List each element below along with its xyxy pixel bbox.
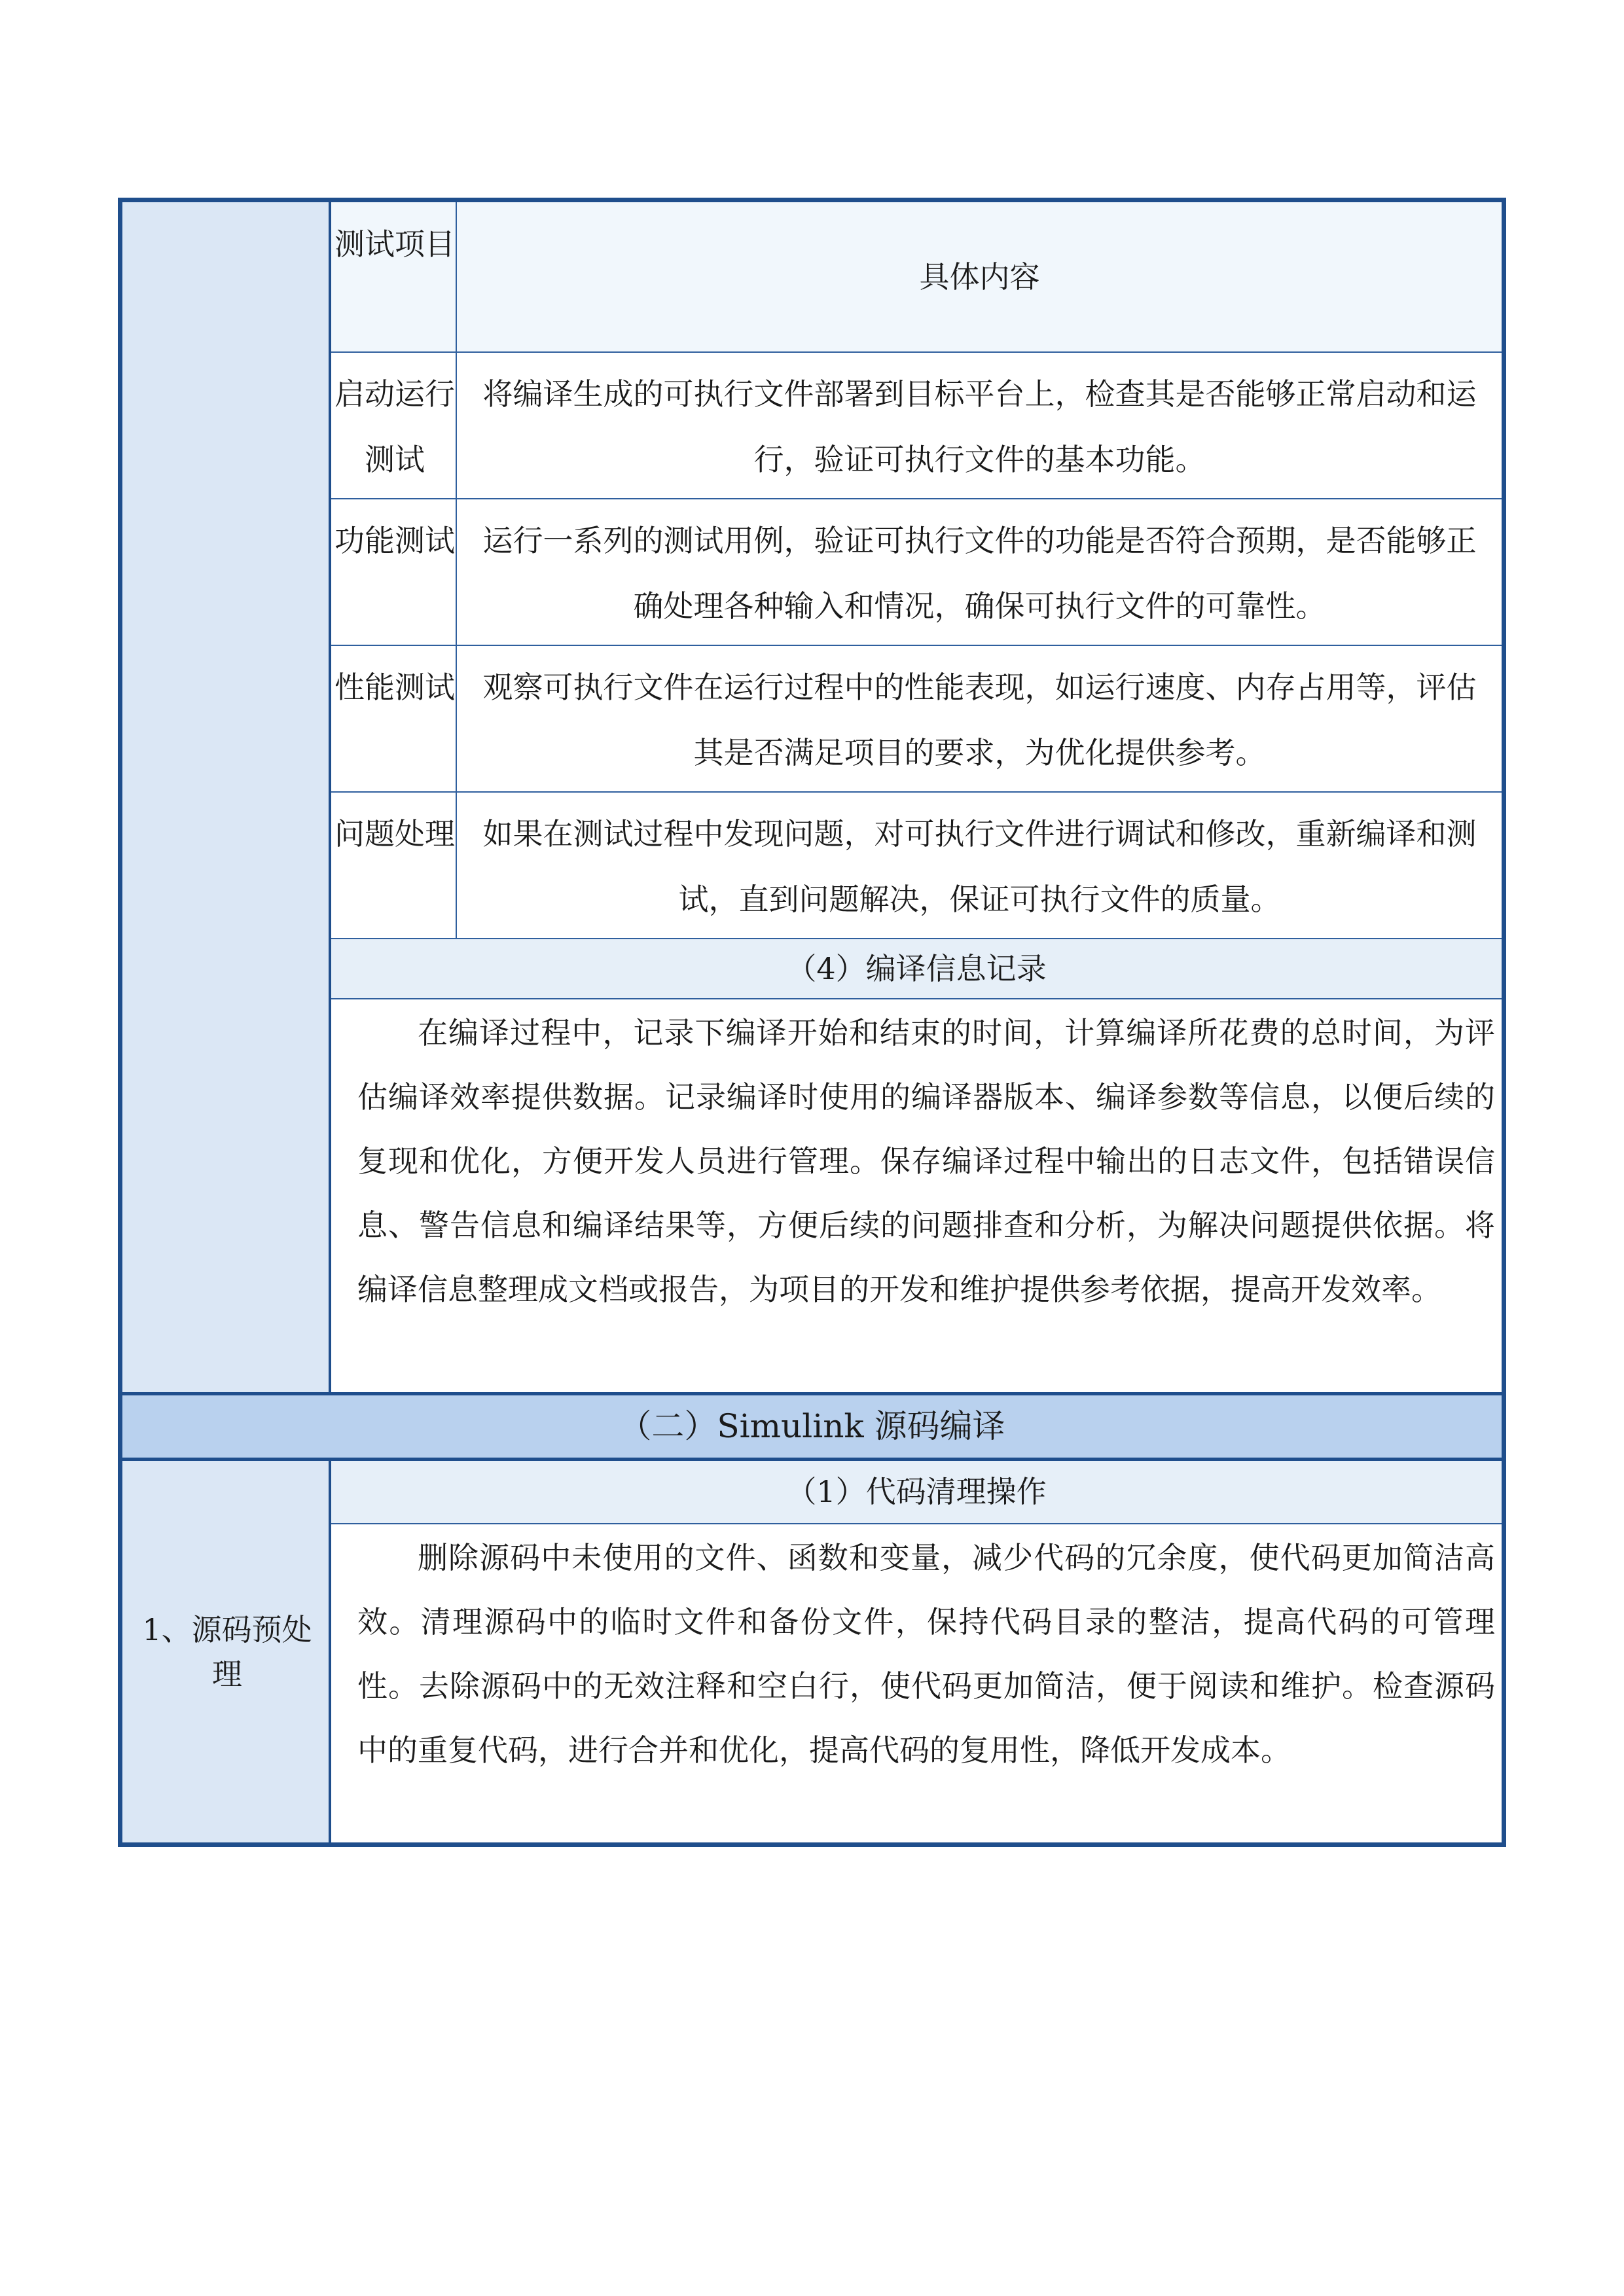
row-item: 性能测试 — [334, 670, 455, 705]
row-content: 运行一系列的测试用例，验证可执行文件的功能是否符合预期，是否能够正确处理各种输入和情况，确保可执行文件的可靠性。 — [482, 523, 1477, 624]
row-content: 将编译生成的可执行文件部署到目标平台上，检查其是否能够正常启动和运行，验证可执行文件的基本功能。 — [482, 376, 1477, 477]
divider — [331, 645, 1502, 646]
divider — [456, 202, 457, 938]
compile-record-text: 在编译过程中，记录下编译开始和结束的时间，计算编译所花费的总时间，为评估编译效率提供数据。记录编译时使用的编译器版本、编译参数等信息，以便后续的复现和优化，方便开发人员进行管理。保存编译过程中输出的日志文件，包括错误信息、警告信息和编译结果等，方便后续的问题排查和分析，为解决问题提供依据。将编译信息整理成文档或报告，为项目的开发和维护提供参考依据，提高开发效率。 — [357, 1015, 1495, 1307]
preprocess-label: 1、源码预处理 — [142, 1611, 312, 1692]
divider — [331, 498, 1502, 499]
row-item: 功能测试 — [334, 523, 455, 558]
header-item-label: 测试项目 — [334, 226, 455, 262]
preprocess-text: 删除源码中未使用的文件、函数和变量，减少代码的冗余度，使代码更加简洁高效。清理源码中的临时文件和备份文件，保持代码目录的整洁，提高代码的可管理性。去除源码中的无效注释和空白行，使代码更加简洁，便于阅读和维护。检查源码中的重复代码，进行合并和优化，提高代码的复用性，降低开发成本。 — [357, 1540, 1495, 1768]
row-content: 如果在测试过程中发现问题，对可执行文件进行调试和修改，重新编译和测试，直到问题解决，保证可执行文件的质量。 — [482, 816, 1477, 917]
row-item: 问题处理 — [334, 816, 455, 852]
left-column-top — [122, 202, 331, 1392]
compile-record-title: （4）编译信息记录 — [331, 939, 1502, 998]
preprocess-subtitle: （1）代码清理操作 — [331, 1461, 1502, 1523]
row-item: 启动运行测试 — [334, 376, 455, 477]
divider — [331, 351, 1502, 353]
row-content: 观察可执行文件在运行过程中的性能表现，如运行速度、内存占用等，评估其是否满足项目的要求，为优化提供参考。 — [482, 670, 1477, 770]
divider — [331, 791, 1502, 793]
section-title: （二）Simulink 源码编译 — [122, 1395, 1502, 1458]
document-table — [118, 198, 1506, 1847]
header-content-label: 具体内容 — [919, 259, 1040, 295]
